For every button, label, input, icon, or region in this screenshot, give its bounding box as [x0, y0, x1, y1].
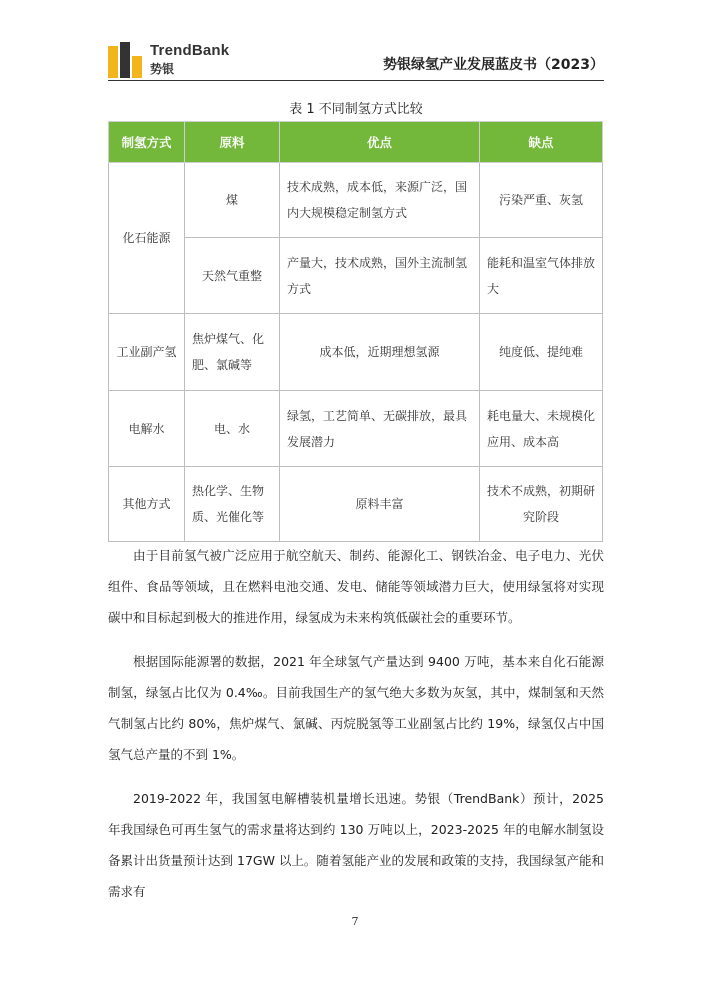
header-divider — [108, 80, 604, 81]
table-cell-cons: 能耗和温室气体排放大 — [480, 238, 603, 314]
table-cell-material: 热化学、生物质、光催化等 — [185, 467, 280, 542]
table-cell-material: 电、水 — [185, 391, 280, 467]
table-caption: 表 1 不同制氢方式比较 — [289, 102, 423, 117]
table-cell-method: 工业副产氢 — [109, 314, 185, 391]
table-cell-pros: 原料丰富 — [280, 467, 480, 542]
paragraph: 根据国际能源署的数据，2021 年全球氢气产量达到 9400 万吨，基本来自化石能源制氢，绿氢占比仅为 0.4‰。目前我国生产的氢气绝大多数为灰氢，其中，煤制氢和天然气制氢占比约 80%，焦炉煤气、氯碱、丙烷脱氢等工业副氢占比约 19%，绿氢仅占中国氢气总产量的不到 1%。 — [108, 654, 604, 762]
table-cell-pros: 产量大，技术成熟，国外主流制氢方式 — [280, 238, 480, 314]
paragraph: 2019-2022 年，我国氢电解槽装机量增长迅速。势银（TrendBank）预计，2025 年我国绿色可再生氢气的需求量将达到约 130 万吨以上，2023-2025 年的电解水制氢设备累计出货量预计达到 17GW 以上。随着氢能产业的发展和政策的支持，我国绿氢产能和需求有 — [108, 791, 604, 899]
column-header: 原料 — [185, 122, 280, 163]
logo-subtext: 势银 — [150, 62, 175, 76]
table-cell-cons: 耗电量大、未规模化应用、成本高 — [480, 391, 603, 467]
column-header: 缺点 — [480, 122, 603, 163]
table-cell-method: 其他方式 — [109, 467, 185, 542]
table-cell-pros: 成本低，近期理想氢源 — [280, 314, 480, 391]
paragraph: 由于目前氢气被广泛应用于航空航天、制药、能源化工、钢铁冶金、电子电力、光伏组件、食品等领域，且在燃料电池交通、发电、储能等领域潜力巨大，使用绿氢将对实现碳中和目标起到极大的推进作用，绿氢成为未来构筑低碳社会的重要环节。 — [108, 548, 604, 625]
table-row — [109, 314, 603, 391]
column-header: 优点 — [280, 122, 480, 163]
table-cell-cons: 纯度低、提纯难 — [480, 314, 603, 391]
table-cell-material: 天然气重整 — [185, 238, 280, 314]
table-cell-cons: 污染严重、灰氢 — [480, 163, 603, 238]
table-cell-pros: 绿氢，工艺简单、无碳排放，最具发展潜力 — [280, 391, 480, 467]
table-cell-method: 电解水 — [109, 391, 185, 467]
page-number: 7 — [351, 915, 359, 928]
table-header-row — [109, 122, 603, 163]
logo-text: TrendBank — [150, 42, 230, 59]
table-row — [109, 163, 603, 238]
table-cell-material: 焦炉煤气、化肥、氯碱等 — [185, 314, 280, 391]
table-cell-method: 化石能源 — [109, 163, 185, 314]
trendbank-logo-icon — [108, 42, 142, 78]
table-cell-cons: 技术不成熟，初期研究阶段 — [480, 467, 603, 542]
table-cell-material: 煤 — [185, 163, 280, 238]
column-header: 制氢方式 — [109, 122, 185, 163]
comparison-table — [108, 121, 603, 542]
table-row — [109, 391, 603, 467]
table-cell-pros: 技术成熟，成本低，来源广泛，国内大规模稳定制氢方式 — [280, 163, 480, 238]
document-title: 势银绿氢产业发展蓝皮书（2023） — [383, 57, 604, 73]
body-text — [108, 540, 604, 920]
table-row — [109, 467, 603, 542]
